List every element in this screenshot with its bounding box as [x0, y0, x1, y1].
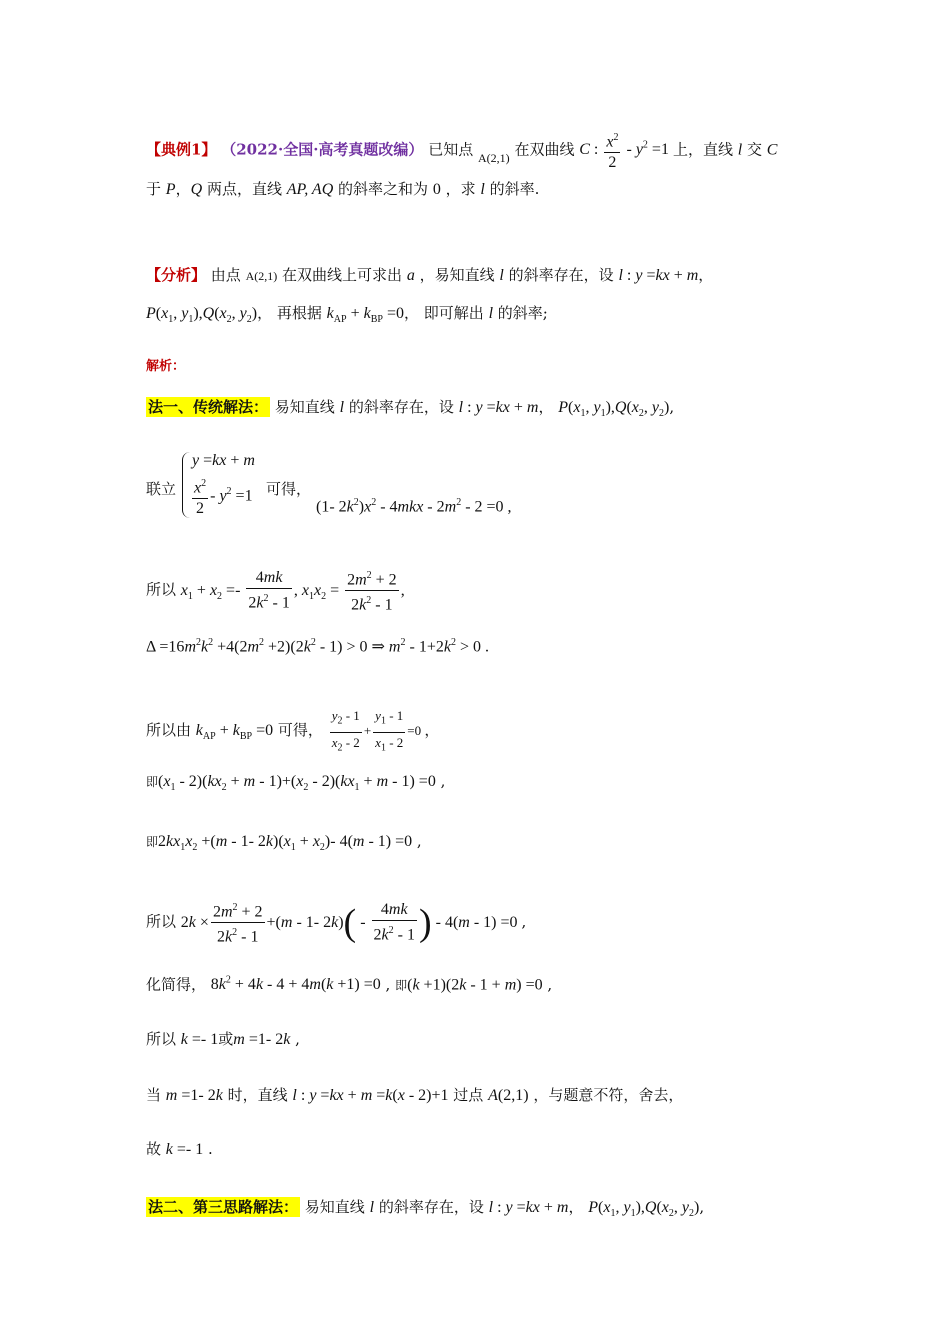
math: $x_1 + x_2$ =- $\frac{4mk}{2k^2 - 1}$ , $x_1x_2$ = $\frac{2m^2 + 2}{2k^2 - 1}$ ,: [181, 582, 405, 599]
math: (k +1)(2k - 1 + m) =0: [407, 976, 543, 994]
text: 即: [146, 775, 159, 789]
text: 交: [746, 140, 762, 159]
text: 可得，: [266, 480, 312, 498]
text: 两点，直线: [206, 180, 282, 198]
math: k =- 1: [165, 1141, 204, 1158]
text: ，求: [445, 180, 476, 198]
slope-sum-line: 所以由 $k_{AP} + k_{BP} =0$ 可得， $\frac{y_2 - 1}{x_2 - 2}$ + $\frac{y_1 - 1}{x_1 - 2}$ =0 ，: [146, 708, 440, 754]
text: 所以: [146, 912, 177, 931]
math: C: [766, 141, 778, 159]
text: 的斜率存在，设: [378, 1198, 484, 1216]
math: $2kx_1x_2 +(m - 1-$ $2k)(x_1 + x_2)-$ 4(m - 1) =0: [158, 833, 413, 854]
math: 2k × $\frac{2m^2 + 2}{2k^2 - 1}$ +(m - 1- 2k)( - $\frac{4mk}{2k^2 - 1}$ ) - 4(m - 1) =0: [181, 914, 522, 931]
text: 的斜率;: [497, 304, 548, 322]
text: 所以由: [146, 721, 192, 740]
text: 过点: [453, 1086, 484, 1104]
expansion-line-1: 即$(x_1 - 2)(kx_2 + m - 1)+(x_2 - 2)(kx_1 + m - 1) =0$ ,: [146, 772, 446, 794]
math: $k_{AP} + k_{BP} =0$: [195, 722, 274, 743]
method2-line: 法二、第三思路解法： 易知直线 l 的斜率存在，设 l : y =kx + m， $P(x_1$, $y_1),Q(x_2$, $y_2$),: [148, 1198, 705, 1220]
text: 时，直线: [227, 1086, 288, 1104]
text: 于: [146, 180, 162, 198]
math: A(2,1): [488, 1087, 529, 1104]
math: a: [406, 267, 415, 284]
text: 故: [146, 1140, 162, 1158]
text: ，易知直线: [419, 266, 495, 284]
text: 由点: [210, 266, 241, 284]
text: ，与题意不符，舍去，: [533, 1086, 684, 1104]
text: 即可解出: [423, 304, 484, 322]
hyperbola-equation: C : $\frac{x^2}{2}$ - $y^2 =1$: [579, 141, 673, 158]
math: AP, AQ: [286, 181, 334, 198]
result-line: 所以 k =- 1或m =1- 2k ,: [146, 1030, 300, 1048]
example-tag: 【典例1】: [146, 140, 217, 159]
math: l: [499, 267, 504, 284]
math: $8k^2 + 4k - 4 + 4m(k +1) =0$: [210, 975, 381, 994]
text: 的斜率存在，设: [508, 266, 614, 284]
math: m =1- 2k: [233, 1031, 291, 1048]
example-line-2: 于 P，Q 两点，直线 AP, AQ 的斜率之和为 0 ，求 l 的斜率.: [146, 180, 540, 198]
text: 易知直线: [274, 398, 335, 416]
analysis-line-1: 【分析】 由点 A(2,1) 在双曲线上可求出 a ，易知直线 l 的斜率存在，设 l : y =kx + m，: [146, 266, 714, 284]
reject-line: [146, 1084, 683, 1107]
text: 或: [218, 1030, 234, 1048]
math: l: [480, 181, 485, 198]
math: l : y =kx + m: [488, 1199, 569, 1216]
math: $(x_1 - 2)(kx_2 + m - 1)+(x_2 - 2)(kx_1 + m - 1) =0$: [158, 773, 436, 794]
point-a: A(2,1): [478, 151, 510, 166]
math: $P(x_1$, $y_1),Q(x_2$, $y_2$): [558, 399, 670, 420]
simplify-line: 化简得， $8k^2 + 4k - 4 + 4m(k +1) =0$ , 即(k +1)(2k - 1 + m) =0 ,: [146, 975, 553, 994]
math: m =1- 2k: [165, 1087, 223, 1104]
example-source: （2022·全国·高考真题改编）: [221, 140, 424, 159]
vieta-line: [146, 566, 405, 616]
conclusion-line: 故 k =- 1 .: [146, 1140, 213, 1158]
math: l: [737, 141, 743, 159]
math: A(2,1): [245, 269, 278, 283]
text: 再根据: [276, 304, 322, 322]
math: l : y =kx + m =k(x - 2)+1: [292, 1087, 449, 1104]
text: 即: [146, 835, 159, 849]
system-eq-1: y =kx + m: [192, 452, 255, 469]
text: 的斜率存在，设: [348, 398, 454, 416]
text: 上，直线: [672, 140, 733, 159]
analysis-line-2: $P(x_1$, $y_1),Q(x_2$, $y_2$)， 再根据 $k_{AP} + k_{BP} =0$， 即可解出 l 的斜率;: [146, 304, 548, 326]
math: Q: [190, 181, 203, 198]
example-line-1: [146, 128, 777, 173]
math: $P(x_1$, $y_1),Q(x_2$, $y_2$): [588, 1199, 700, 1220]
method1-line: 法一、传统解法： 易知直线 l 的斜率存在，设 l : y =kx + m， $P(x_1$, $y_1),Q(x_2$, $y_2$),: [148, 398, 675, 420]
text: 化简得，: [146, 975, 207, 994]
text: 的斜率之和为: [338, 180, 429, 198]
math: l: [369, 1199, 375, 1216]
math: 0: [432, 181, 441, 198]
quadratic-equation: (1- $2k^2)x^2 - 4mkx - 2m^2 - 2 =0$ ,: [316, 497, 512, 516]
text: 所以: [146, 580, 177, 599]
math: l : y =kx + m: [618, 267, 699, 284]
text: 所以: [146, 1030, 177, 1048]
joint-label: 联立: [146, 480, 177, 498]
math: k =- 1: [180, 1031, 219, 1048]
text: 即: [395, 978, 408, 993]
math: $\frac{y_2 - 1}{x_2 - 2}$ + $\frac{y_1 - 1}{x_1 - 2}$ =0: [331, 708, 425, 754]
text: 在双曲线上可求出: [282, 266, 403, 284]
text: 当: [146, 1086, 162, 1104]
text: 在双曲线: [514, 140, 575, 159]
math: $P(x_1$, $y_1),Q(x_2$, $y_2$): [146, 305, 258, 326]
solution-label: 解析：: [146, 359, 186, 374]
math: $k_{AP} + k_{BP} =0$: [326, 305, 404, 326]
substitution-line: 所以 2k × $\frac{2m^2 + 2}{2k^2 - 1}$ +(m - 1- 2k)( - $\frac{4mk}{2k^2 - 1}$ ) - 4(m - 1) =0 ,: [146, 898, 526, 948]
math: l : y =kx + m: [458, 399, 539, 416]
method2-label: 法二、第三思路解法：: [148, 1198, 299, 1216]
math: l: [488, 305, 494, 322]
analysis-tag: 【分析】: [146, 266, 207, 284]
text: 的斜率.: [489, 180, 540, 198]
math: l: [339, 399, 345, 416]
expansion-line-2: 即$2kx_1x_2 +(m - 1-$ $2k)(x_1 + x_2)-$ 4(m - 1) =0 ,: [146, 832, 422, 854]
method1-label: 法一、传统解法：: [148, 398, 269, 416]
discriminant-line: $\Delta =16m^2k^2 +4(2m^2 +2)(2k^2 - 1) > 0$ ⇒ $m^2 - 1+2k^2 > 0$ .: [146, 637, 489, 656]
text: 已知点: [428, 140, 474, 159]
text: 易知直线: [304, 1198, 365, 1216]
joint-result: [266, 478, 311, 500]
text: 可得，: [277, 721, 323, 740]
math: P: [165, 181, 176, 198]
system-eq-2: $\frac{x^2}{2}$ - $y^2 =1$: [190, 474, 253, 519]
